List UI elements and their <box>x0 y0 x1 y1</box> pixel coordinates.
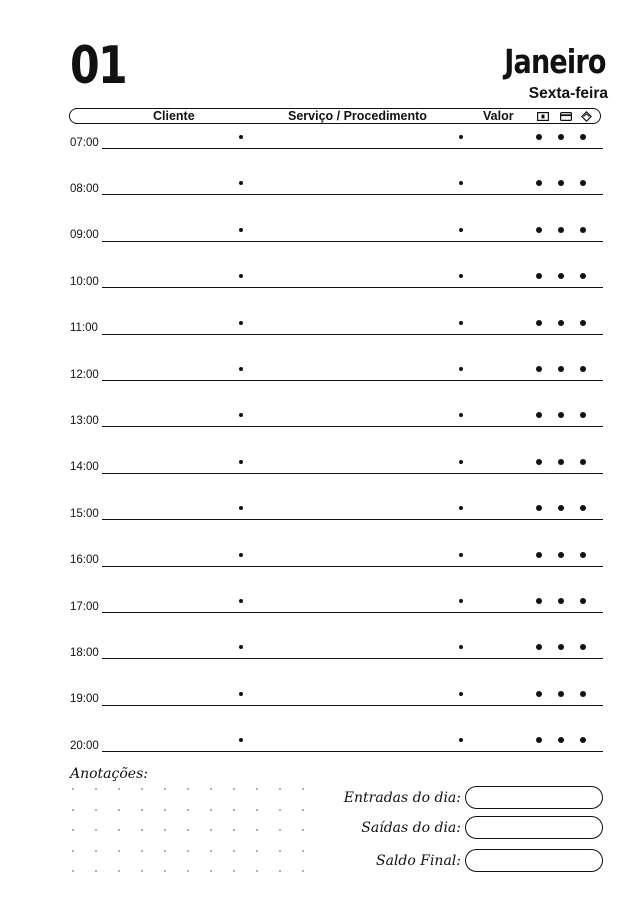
schedule-row[interactable] <box>70 679 603 709</box>
schedule-row[interactable] <box>70 122 603 152</box>
column-header-value: Valor <box>483 109 514 123</box>
entry-line[interactable] <box>102 566 603 567</box>
service-divider-dot <box>459 367 463 371</box>
pix-payment-dot[interactable] <box>580 227 586 233</box>
grid-dot <box>164 850 166 852</box>
cash-payment-dot[interactable] <box>536 737 542 743</box>
time-label: 13:00 <box>70 414 99 427</box>
grid-dot <box>256 809 258 811</box>
client-divider-dot <box>239 692 243 696</box>
grid-dot <box>187 850 189 852</box>
time-label: 17:00 <box>70 600 99 613</box>
card-payment-dot[interactable] <box>558 644 564 650</box>
weekday-name: Sexta-feira <box>528 85 608 102</box>
pix-payment-dot[interactable] <box>580 273 586 279</box>
pix-payment-dot[interactable] <box>580 459 586 465</box>
grid-dot <box>72 788 74 790</box>
schedule-row[interactable] <box>70 493 603 523</box>
client-divider-dot <box>239 599 243 603</box>
service-divider-dot <box>459 228 463 232</box>
final-balance-field[interactable] <box>465 849 603 872</box>
grid-dot <box>187 788 189 790</box>
client-divider-dot <box>239 367 243 371</box>
time-label: 08:00 <box>70 182 99 195</box>
grid-dot <box>256 788 258 790</box>
grid-dot <box>210 850 212 852</box>
grid-dot <box>187 809 189 811</box>
schedule-row[interactable] <box>70 261 603 291</box>
grid-dot <box>118 850 120 852</box>
entry-line[interactable] <box>102 426 603 427</box>
pix-payment-dot[interactable] <box>580 644 586 650</box>
grid-dot <box>118 829 120 831</box>
grid-dot <box>233 809 235 811</box>
cash-payment-dot[interactable] <box>536 598 542 604</box>
time-label: 16:00 <box>70 554 99 567</box>
grid-dot <box>256 850 258 852</box>
card-payment-dot[interactable] <box>558 552 564 558</box>
schedule-row[interactable] <box>70 586 603 616</box>
notes-title: Anotações: <box>70 766 148 782</box>
pix-icon <box>581 111 592 122</box>
card-payment-dot[interactable] <box>558 505 564 511</box>
card-payment-dot[interactable] <box>558 737 564 743</box>
time-label: 09:00 <box>70 229 99 242</box>
exits-field[interactable] <box>465 816 603 839</box>
time-label: 12:00 <box>70 368 99 381</box>
service-divider-dot <box>459 460 463 464</box>
client-divider-dot <box>239 274 243 278</box>
service-divider-dot <box>459 506 463 510</box>
card-payment-dot[interactable] <box>558 180 564 186</box>
entry-line[interactable] <box>102 751 603 752</box>
entries-field[interactable] <box>465 786 603 809</box>
schedule-row[interactable] <box>70 725 603 755</box>
pix-payment-dot[interactable] <box>580 320 586 326</box>
grid-dot <box>95 829 97 831</box>
entry-line[interactable] <box>102 612 603 613</box>
grid-dot <box>233 829 235 831</box>
entry-line[interactable] <box>102 287 603 288</box>
pix-payment-dot[interactable] <box>580 412 586 418</box>
grid-dot <box>279 870 281 872</box>
final-balance-label: Saldo Final: <box>375 853 461 869</box>
schedule-row[interactable] <box>70 168 603 198</box>
grid-dot <box>187 870 189 872</box>
schedule-row[interactable] <box>70 400 603 430</box>
time-label: 07:00 <box>70 136 99 149</box>
grid-dot <box>302 809 304 811</box>
card-payment-dot[interactable] <box>558 366 564 372</box>
service-divider-dot <box>459 738 463 742</box>
grid-dot <box>141 809 143 811</box>
entry-line[interactable] <box>102 148 603 149</box>
cash-payment-dot[interactable] <box>536 366 542 372</box>
grid-dot <box>210 829 212 831</box>
card-payment-dot[interactable] <box>558 227 564 233</box>
schedule-row[interactable] <box>70 215 603 245</box>
card-payment-dot[interactable] <box>558 412 564 418</box>
grid-dot <box>72 870 74 872</box>
schedule-row[interactable] <box>70 540 603 570</box>
time-label: 14:00 <box>70 461 99 474</box>
client-divider-dot <box>239 413 243 417</box>
grid-dot <box>302 829 304 831</box>
grid-dot <box>72 829 74 831</box>
grid-dot <box>233 788 235 790</box>
grid-dot <box>302 850 304 852</box>
time-label: 20:00 <box>70 739 99 752</box>
client-divider-dot <box>239 460 243 464</box>
service-divider-dot <box>459 135 463 139</box>
cash-payment-dot[interactable] <box>536 180 542 186</box>
card-payment-dot[interactable] <box>558 598 564 604</box>
grid-dot <box>118 870 120 872</box>
schedule-row[interactable] <box>70 632 603 662</box>
grid-dot <box>279 829 281 831</box>
client-divider-dot <box>239 553 243 557</box>
day-number: 01 <box>70 36 127 96</box>
service-divider-dot <box>459 181 463 185</box>
grid-dot <box>210 788 212 790</box>
card-payment-dot[interactable] <box>558 134 564 140</box>
client-divider-dot <box>239 506 243 510</box>
entry-line[interactable] <box>102 334 603 335</box>
card-payment-dot[interactable] <box>558 273 564 279</box>
grid-dot <box>187 829 189 831</box>
grid-dot <box>233 850 235 852</box>
client-divider-dot <box>239 645 243 649</box>
client-divider-dot <box>239 738 243 742</box>
client-divider-dot <box>239 135 243 139</box>
grid-dot <box>302 788 304 790</box>
time-label: 18:00 <box>70 646 99 659</box>
grid-dot <box>256 870 258 872</box>
entry-line[interactable] <box>102 194 603 195</box>
grid-dot <box>256 829 258 831</box>
schedule-row[interactable] <box>70 308 603 338</box>
grid-dot <box>279 809 281 811</box>
service-divider-dot <box>459 321 463 325</box>
card-payment-dot[interactable] <box>558 459 564 465</box>
entry-line[interactable] <box>102 241 603 242</box>
grid-dot <box>118 809 120 811</box>
entry-line[interactable] <box>102 380 603 381</box>
pix-payment-dot[interactable] <box>580 366 586 372</box>
time-label: 15:00 <box>70 507 99 520</box>
pix-payment-dot[interactable] <box>580 505 586 511</box>
grid-dot <box>233 870 235 872</box>
schedule-row[interactable] <box>70 354 603 384</box>
grid-dot <box>279 788 281 790</box>
card-payment-dot[interactable] <box>558 320 564 326</box>
cash-payment-dot[interactable] <box>536 320 542 326</box>
service-divider-dot <box>459 553 463 557</box>
grid-dot <box>210 870 212 872</box>
service-divider-dot <box>459 645 463 649</box>
time-label: 10:00 <box>70 275 99 288</box>
grid-dot <box>72 850 74 852</box>
client-divider-dot <box>239 228 243 232</box>
cash-payment-dot[interactable] <box>536 412 542 418</box>
service-divider-dot <box>459 413 463 417</box>
grid-dot <box>141 829 143 831</box>
cash-payment-dot[interactable] <box>536 227 542 233</box>
grid-dot <box>72 809 74 811</box>
card-icon <box>560 112 572 121</box>
service-divider-dot <box>459 692 463 696</box>
column-header-service: Serviço / Procedimento <box>288 109 427 123</box>
service-divider-dot <box>459 274 463 278</box>
entry-line[interactable] <box>102 519 603 520</box>
cash-payment-dot[interactable] <box>536 273 542 279</box>
grid-dot <box>141 788 143 790</box>
cash-icon <box>537 112 549 121</box>
card-payment-dot[interactable] <box>558 691 564 697</box>
cash-payment-dot[interactable] <box>536 691 542 697</box>
grid-dot <box>95 850 97 852</box>
grid-dot <box>279 850 281 852</box>
pix-payment-dot[interactable] <box>580 180 586 186</box>
grid-dot <box>164 829 166 831</box>
grid-dot <box>210 809 212 811</box>
pix-payment-dot[interactable] <box>580 552 586 558</box>
time-label: 11:00 <box>70 322 98 335</box>
cash-payment-dot[interactable] <box>536 459 542 465</box>
grid-dot <box>302 870 304 872</box>
time-label: 19:00 <box>70 693 99 706</box>
client-divider-dot <box>239 181 243 185</box>
grid-dot <box>164 809 166 811</box>
grid-dot <box>141 870 143 872</box>
pix-payment-dot[interactable] <box>580 598 586 604</box>
cash-payment-dot[interactable] <box>536 552 542 558</box>
grid-dot <box>141 850 143 852</box>
pix-payment-dot[interactable] <box>580 134 586 140</box>
client-divider-dot <box>239 321 243 325</box>
pix-payment-dot[interactable] <box>580 691 586 697</box>
exits-label: Saídas do dia: <box>361 820 461 836</box>
pix-payment-dot[interactable] <box>580 737 586 743</box>
service-divider-dot <box>459 599 463 603</box>
schedule-row[interactable] <box>70 447 603 477</box>
grid-dot <box>95 870 97 872</box>
grid-dot <box>118 788 120 790</box>
grid-dot <box>164 788 166 790</box>
grid-dot <box>95 788 97 790</box>
entry-line[interactable] <box>102 658 603 659</box>
entry-line[interactable] <box>102 705 603 706</box>
grid-dot <box>164 870 166 872</box>
grid-dot <box>95 809 97 811</box>
cash-payment-dot[interactable] <box>536 505 542 511</box>
month-name: Janeiro <box>504 42 606 81</box>
cash-payment-dot[interactable] <box>536 134 542 140</box>
cash-payment-dot[interactable] <box>536 644 542 650</box>
entries-label: Entradas do dia: <box>343 790 461 806</box>
column-header-client: Cliente <box>153 109 195 123</box>
entry-line[interactable] <box>102 473 603 474</box>
